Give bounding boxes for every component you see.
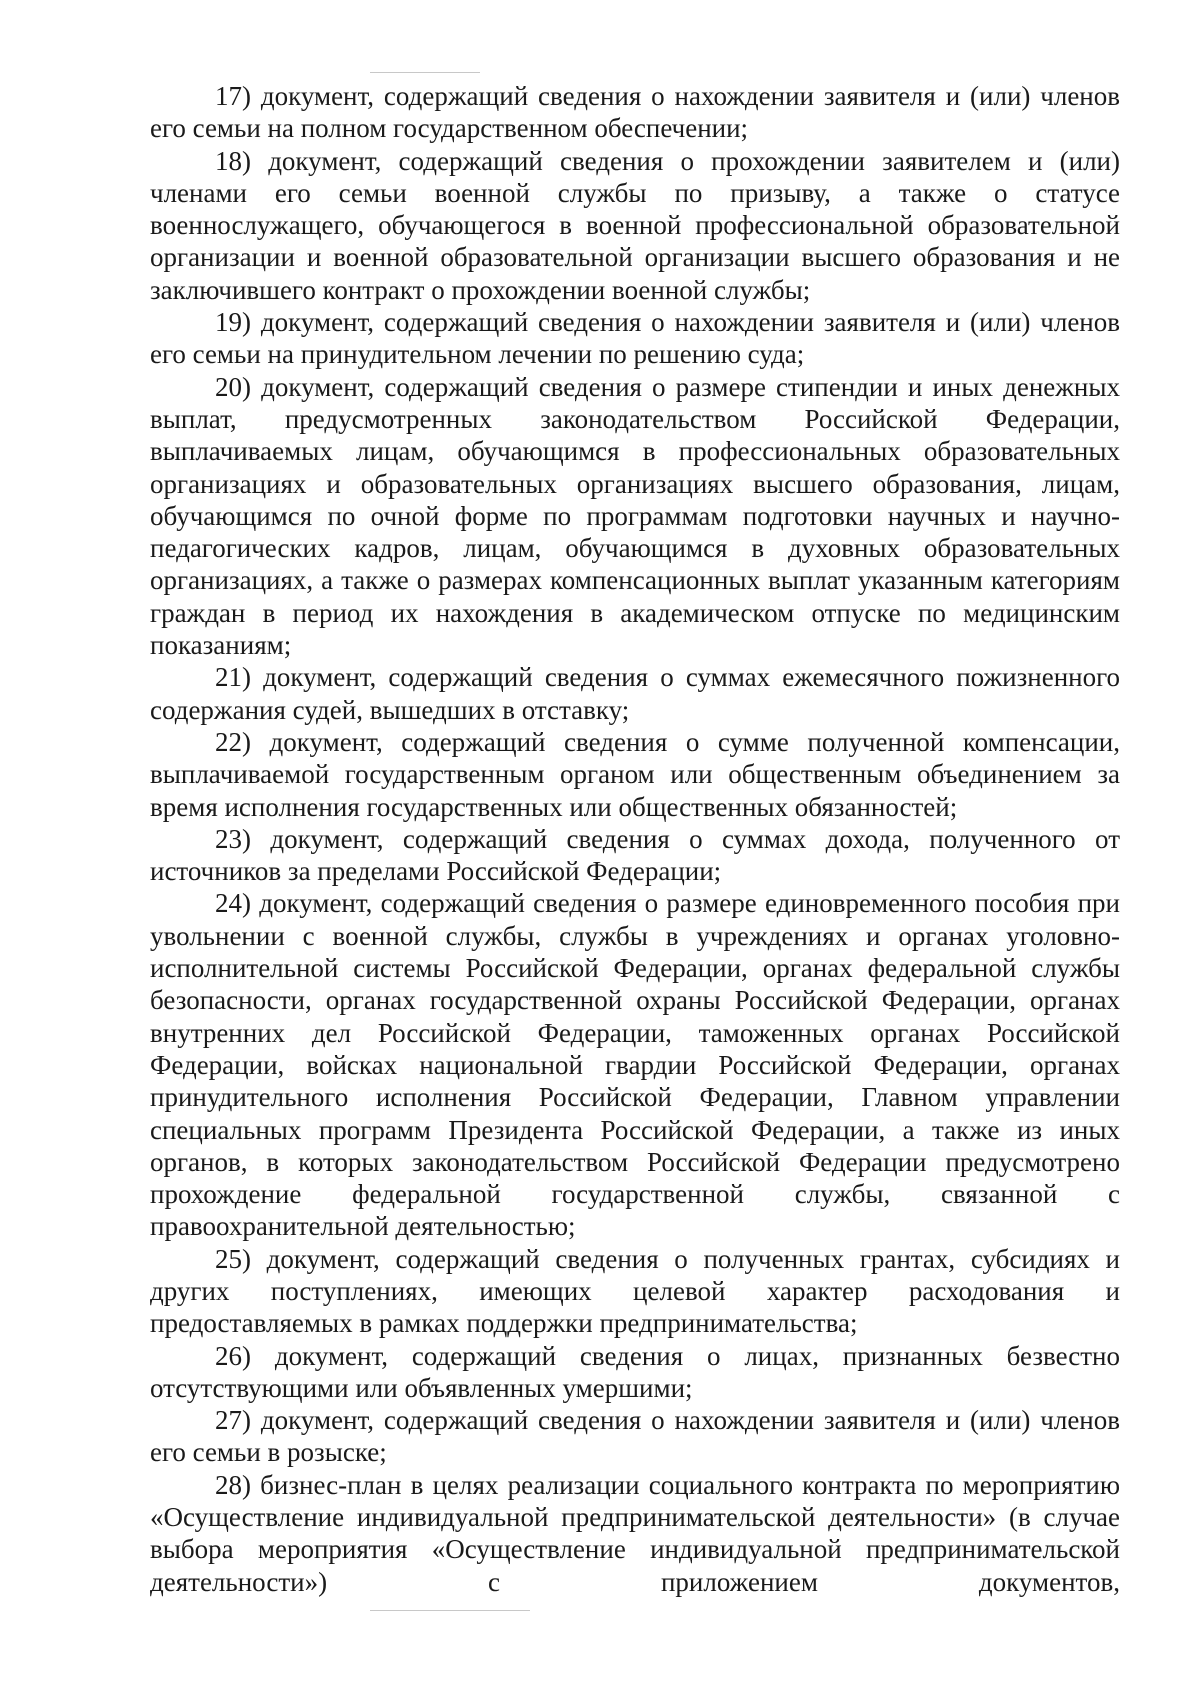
list-item-21: 21) документ, содержащий сведения о суммах ежемесячного пожизненного содержания судей, вышедших в отставку; bbox=[150, 662, 1120, 725]
list-item-22: 22) документ, содержащий сведения о сумме полученной компенсации, выплачиваемой государственным органом или общественным объединением за время исполнения государственных или общественных обязанностей; bbox=[150, 726, 1120, 822]
list-item-28: 28) бизнес-план в целях реализации социального контракта по мероприятию «Осуществление индивидуальной предпринимательской деятельности» (в случае выбора мероприятия «Осуществление индивидуальной предпринимательской деятельности») с приложением документов, bbox=[150, 1469, 1120, 1597]
list-item-27: 27) документ, содержащий сведения о нахождении заявителя и (или) членов его семьи в розыске; bbox=[150, 1405, 1120, 1468]
list-item-19: 19) документ, содержащий сведения о нахождении заявителя и (или) членов его семьи на принудительном лечении по решению суда; bbox=[150, 307, 1120, 370]
document-body bbox=[150, 80, 1120, 1598]
scan-artifact-top bbox=[370, 72, 480, 73]
list-item-20: 20) документ, содержащий сведения о размере стипендии и иных денежных выплат, предусмотренных законодательством Российской Федерации, выплачиваемых лицам, обучающимся в профессиональных образовательных организациях и образовательных организациях высшего образования, лицам, обучающимся по очной форме по программам подготовки научных и научно-педагогических кадров, лицам, обучающимся в духовных образовательных организациях, а также о размерах компенсационных выплат указанным категориям граждан в период их нахождения в академическом отпуске по медицинским показаниям; bbox=[150, 371, 1120, 661]
list-item-23: 23) документ, содержащий сведения о суммах дохода, полученного от источников за пределами Российской Федерации; bbox=[150, 823, 1120, 887]
list-item-17: 17) документ, содержащий сведения о нахождении заявителя и (или) членов его семьи на полном государственном обеспечении; bbox=[150, 81, 1120, 144]
list-item-24: 24) документ, содержащий сведения о размере единовременного пособия при увольнении с военной службы, службы в учреждениях и органах уголовно-исполнительной системы Российской Федерации, органах федеральной службы безопасности, органах государственной охраны Российской Федерации, органах внутренних дел Российской Федерации, таможенных органах Российской Федерации, войсках национальной гвардии Российской Федерации, органах принудительного исполнения Российской Федерации, Главном управлении специальных программ Президента Российской Федерации, а также из иных органов, в которых законодательством Российской Федерации предусмотрено прохождение федеральной государственной службы, связанной с правоохранительной деятельностью; bbox=[150, 888, 1120, 1242]
scan-artifact-bottom bbox=[370, 1610, 530, 1611]
list-item-18: 18) документ, содержащий сведения о прохождении заявителем и (или) членами его семьи военной службы по призыву, а также о статусе военнослужащего, обучающегося в военной профессиональной образовательной организации и военной образовательной организации высшего образования и не заключившего контракт о прохождении военной службы; bbox=[150, 145, 1120, 305]
list-item-26: 26) документ, содержащий сведения о лицах, признанных безвестно отсутствующими или объявленных умершими; bbox=[150, 1340, 1120, 1403]
list-item-25: 25) документ, содержащий сведения о полученных грантах, субсидиях и других поступлениях, имеющих целевой характер расходования и предоставляемых в рамках поддержки предпринимательства; bbox=[150, 1243, 1120, 1339]
